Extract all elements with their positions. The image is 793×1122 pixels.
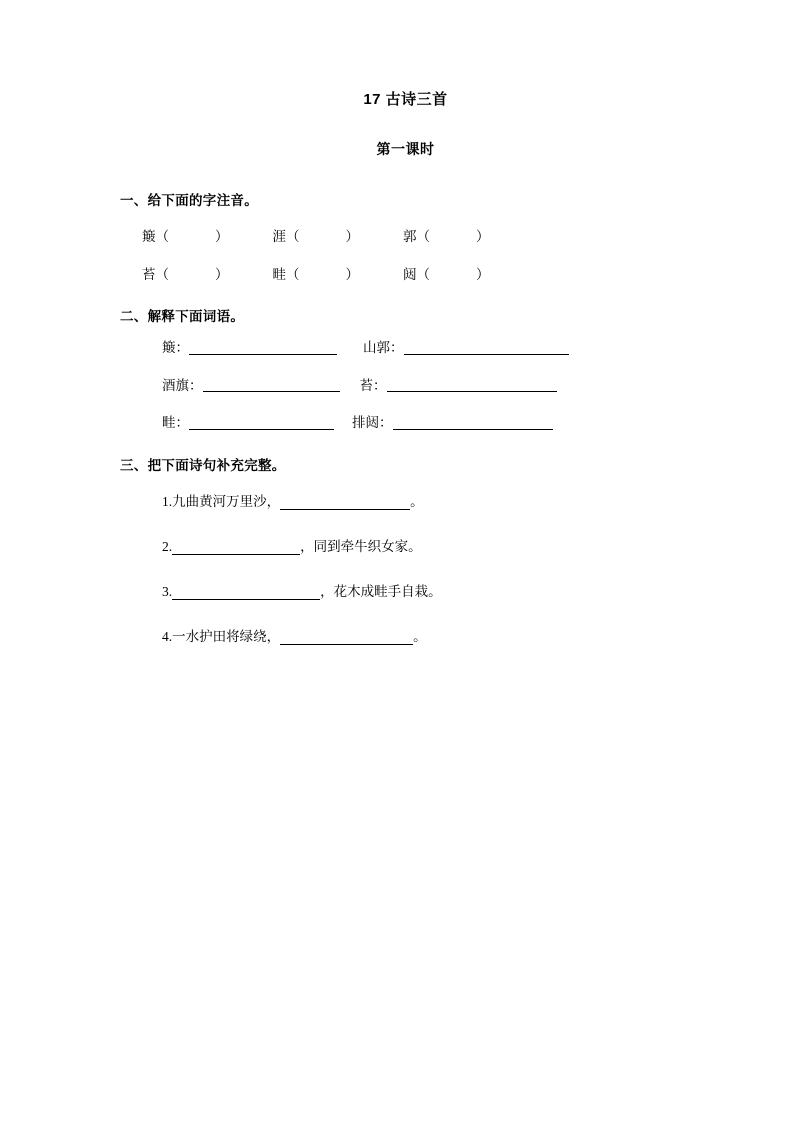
spacer [359, 225, 403, 245]
definition-blank[interactable] [189, 342, 337, 355]
paren-close: ） [476, 229, 490, 244]
definition-label: 苔： [359, 377, 387, 393]
definition-row [120, 341, 673, 355]
definition-label: 簸： [162, 340, 189, 355]
page-title: 17 古诗三首 [363, 91, 448, 108]
poem-text-after: 。 [410, 493, 424, 509]
spacer [229, 263, 273, 283]
definition-item [363, 341, 569, 355]
poem-line [120, 535, 673, 555]
definition-item [162, 379, 340, 393]
section-pinyin [120, 189, 673, 283]
poem-text-before: 一水护田将绿绕， [172, 628, 281, 644]
definition-item [162, 341, 337, 355]
poem-text-before: 九曲黄河万里沙， [172, 493, 281, 509]
page-subtitle: 第一课时 [376, 141, 435, 157]
poem-blank[interactable] [280, 632, 413, 645]
definition-label: 山郭： [363, 340, 404, 355]
pinyin-item [142, 263, 229, 283]
spacer [229, 225, 273, 245]
paren-close: ） [345, 229, 359, 244]
section-poem-completion [120, 454, 673, 645]
definition-label: 排闼： [352, 415, 393, 430]
paren-close: ） [215, 267, 229, 282]
paren-open: （ [286, 229, 300, 244]
definition-item [352, 416, 553, 430]
poem-line [120, 490, 673, 510]
definition-blank[interactable] [387, 379, 557, 392]
pinyin-char: 簸 [142, 229, 156, 244]
pinyin-char: 涯 [272, 229, 286, 244]
pinyin-row [120, 225, 673, 245]
definition-blank[interactable] [404, 342, 569, 355]
pinyin-item [403, 263, 490, 283]
paren-open: （ [286, 267, 300, 282]
paren-open: （ [416, 229, 430, 244]
spacer [359, 263, 403, 283]
poem-line [120, 580, 673, 600]
paren-open: （ [155, 229, 169, 244]
pinyin-item [273, 263, 360, 283]
poem-blank[interactable] [172, 587, 320, 600]
paren-open: （ [416, 267, 430, 282]
pinyin-char: 郭 [403, 229, 417, 244]
poem-text-after: 。 [413, 628, 427, 644]
pinyin-item [403, 225, 490, 245]
pinyin-item [273, 225, 360, 245]
pinyin-item [142, 225, 229, 245]
poem-line-number: 4. [162, 628, 173, 644]
poem-line-number: 2. [162, 538, 173, 554]
poem-text-after: ，同到牵牛织女家。 [300, 538, 422, 554]
paren-close: ） [476, 267, 490, 282]
pinyin-row [120, 263, 673, 283]
section-heading-2: 二、解释下面词语。 [120, 309, 245, 324]
section-definitions [120, 305, 673, 430]
pinyin-char: 苔 [142, 267, 156, 282]
definition-label: 畦： [162, 415, 189, 430]
section-heading-1: 一、给下面的字注音。 [120, 193, 258, 208]
paren-close: ） [215, 229, 229, 244]
pinyin-char: 闼 [403, 267, 417, 282]
pinyin-char: 畦 [272, 267, 286, 282]
definition-label: 酒旗： [162, 377, 203, 393]
poem-line-number: 3. [162, 583, 173, 599]
section-heading-3: 三、把下面诗句补充完整。 [120, 457, 286, 473]
definition-item [162, 416, 334, 430]
paren-close: ） [345, 267, 359, 282]
definition-blank[interactable] [189, 417, 334, 430]
definition-blank[interactable] [203, 379, 340, 392]
definition-item [360, 379, 557, 393]
definition-row [120, 379, 673, 393]
definition-row [120, 416, 673, 430]
definition-blank[interactable] [393, 417, 553, 430]
poem-line [120, 625, 673, 645]
poem-blank[interactable] [172, 542, 300, 555]
poem-blank[interactable] [280, 497, 410, 510]
poem-text-after: ，花木成畦手自栽。 [320, 583, 442, 599]
poem-line-number: 1. [162, 493, 173, 509]
paren-open: （ [155, 267, 169, 282]
